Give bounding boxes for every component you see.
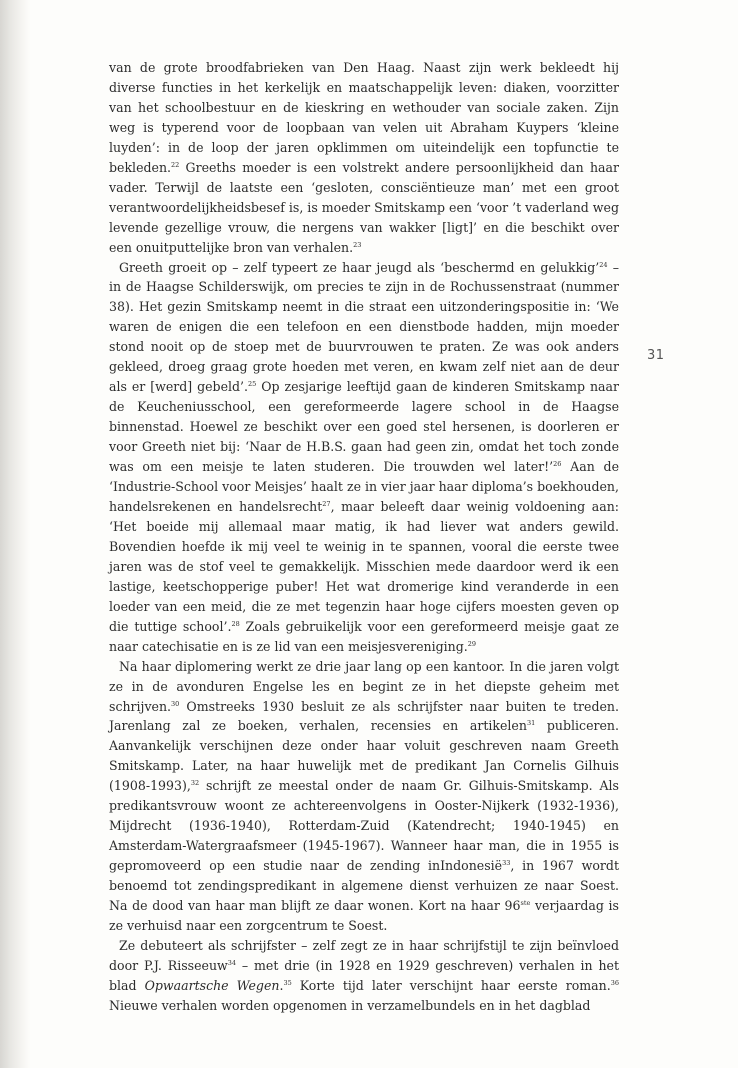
text-run: van de grote broodfabrieken van Den Haag. Naast zijn werk bekleedt hij diverse functies in het kerkelijk en maatschappelijk leven: diaken, voorzitter van het schoolbestuur en de kieskring en wethouder van sociale zaken. Zijn weg is typerend voor de loopbaan van velen uit Abraham Kuypers ‘kleine luyden’: in de loop der jaren opklimmen om uiteindelijk een topfunctie te bekleden. [109,60,619,175]
footnote-ref: 26 [553,460,562,469]
text-run: schrijft ze meestal onder de naam Gr. Gilhuis-Smitskamp. Als predikantsvrouw woont ze achtereenvolgens in Ooster-Nijkerk (1932-1936), Mijdrecht (1936-1940), Rotterdam-Zuid (Katendrecht; 1940-1945) en Amsterdam-Watergraafsmeer (1945-1967). Wanneer haar man, die in 1955 is gepromoveerd op een studie naar de zending inIndonesië [109,778,619,874]
text-run: Op zesjarige leeftijd gaan de kinderen Smitskamp naar de Keucheniusschool, een gereformeerde lagere school in de Haagse binnenstad. Hoewel ze beschikt over een goed stel hersenen, is doorleren er voor Greeth niet bij: ‘Naar de H.B.S. gaan had geen zin, omdat het toch zonde was om een meisje te laten studeren. Die trouwden wel later!’ [109,379,619,475]
text-run: Greeths moeder is een volstrekt andere persoonlijkheid dan haar vader. Terwijl de laatste een ‘gesloten, consciëntieuze man’ met een groot verantwoordelijkheidsbesef is, is moeder Smitskamp een ‘voor ’t vaderland weg levende gezellige vrouw, die nergens van wakker [ligt]’ en die beschikt over een onuitputtelijke bron van verhalen. [109,159,619,255]
book-spine-shadow [0,0,30,1068]
footnote-ref: 31 [526,719,536,728]
footnote-ref: 27 [322,499,331,508]
paragraph [109,657,619,936]
footnote-ref: 35 [283,978,292,987]
text-run: Greeth groeit op – zelf typeert ze haar jeugd als ‘beschermd en gelukkig’ [119,259,600,275]
text-run: – met drie (in 1928 en 1929 geschreven) verhalen in het blad [109,957,619,993]
body-text [109,58,619,1016]
text-run: , in 1967 wordt benoemd tot zendingspredikant in algemene dienst verhuizen ze naar Soest. Na de dood van haar man blijft ze daar wonen. Kort na haar 96 [109,858,620,914]
paragraph [109,258,619,657]
italic-title: Opwaartsche Wegen [144,977,280,993]
footnote-ref: 29 [467,639,477,648]
footnote-ref: 34 [227,958,237,967]
text-run: verjaardag is ze verhuisd naar een zorgcentrum te Soest. [109,898,619,933]
text-run: Aan de ‘Industrie-School voor Meisjes’ haalt ze in vier jaar haar diploma’s boekhouden, handelsrekenen en handelsrecht [109,459,619,514]
text-run: . [279,977,284,993]
footnote-ref: 22 [171,160,180,169]
text-run: publiceren. Aanvankelijk verschijnen deze onder haar voluit geschreven naam Greeth Smitskamp. Later, na haar huwelijk met de predikant Jan Cornelis Gilhuis (1908-1993), [109,718,619,794]
text-run: Nieuwe verhalen worden opgenomen in verzamelbundels en in het dagblad [109,997,591,1013]
footnote-ref: 24 [599,260,608,269]
text-run: Korte tijd later verschijnt haar eerste roman. [291,977,611,993]
text-run: Omstreeks 1930 besluit ze als schrijfster naar buiten te treden. Jarenlang zal ze boeken, verhalen, recensies en artikelen [109,698,619,734]
footnote-ref: 32 [190,779,200,788]
footnote-ref: 36 [610,978,619,987]
footnote-ref: 30 [171,699,180,708]
text-run: – in de Haagse Schilderswijk, om precies te zijn in de Rochussenstraat (nummer 38). Het gezin Smitskamp neemt in die straat een uitzonderingspositie in: ‘We waren de enigen die een telefoon en een dienstbode hadden, mijn moeder stond nooit op de stoep met de buurvrouwen te praten. Ze was ook anders gekleed, droeg graag grote hoeden met veren, en kwam zelf niet aan de deur als er [werd] gebeld’. [109,259,619,395]
paragraph [109,58,619,258]
footnote-ref: 28 [231,619,240,628]
footnote-ref: 25 [248,380,257,389]
text-run: Ze debuteert als schrijfster – zelf zegt ze in haar schrijfstijl te zijn beïnvloed door P.J. Risseeuw [109,937,619,973]
text-run: , maar beleeft daar weinig voldoening aan: ‘Het boeide mij allemaal maar matig, ik had liever wat anders gewild. Bovendien hoefde ik mij veel te weinig in te spannen, vooral die eerste twee jaren was de stof veel te gemakkelijk. Misschien mede daardoor werd ik een lastige, keetschopperige puber! Het wat dromerige kind veranderde in een loeder van een meid, die ze met tegenzin haar hoge cijfers moesten geven op die tuttige school’. [109,498,619,634]
footnote-ref: ste [520,899,531,908]
footnote-ref: 23 [353,240,362,249]
footnote-ref: 33 [502,859,511,868]
text-run: Na haar diplomering werkt ze drie jaar lang op een kantoor. In die jaren volgt ze in de avonduren Engelse les en begint ze in het diepste geheim met schrijven. [109,658,619,714]
paragraph [109,936,619,1016]
text-run: Zoals gebruikelijk voor een gereformeerd meisje gaat ze naar catechisatie en is ze lid van een meisjesvereniging. [109,618,619,654]
page-number: 31 [647,348,665,363]
